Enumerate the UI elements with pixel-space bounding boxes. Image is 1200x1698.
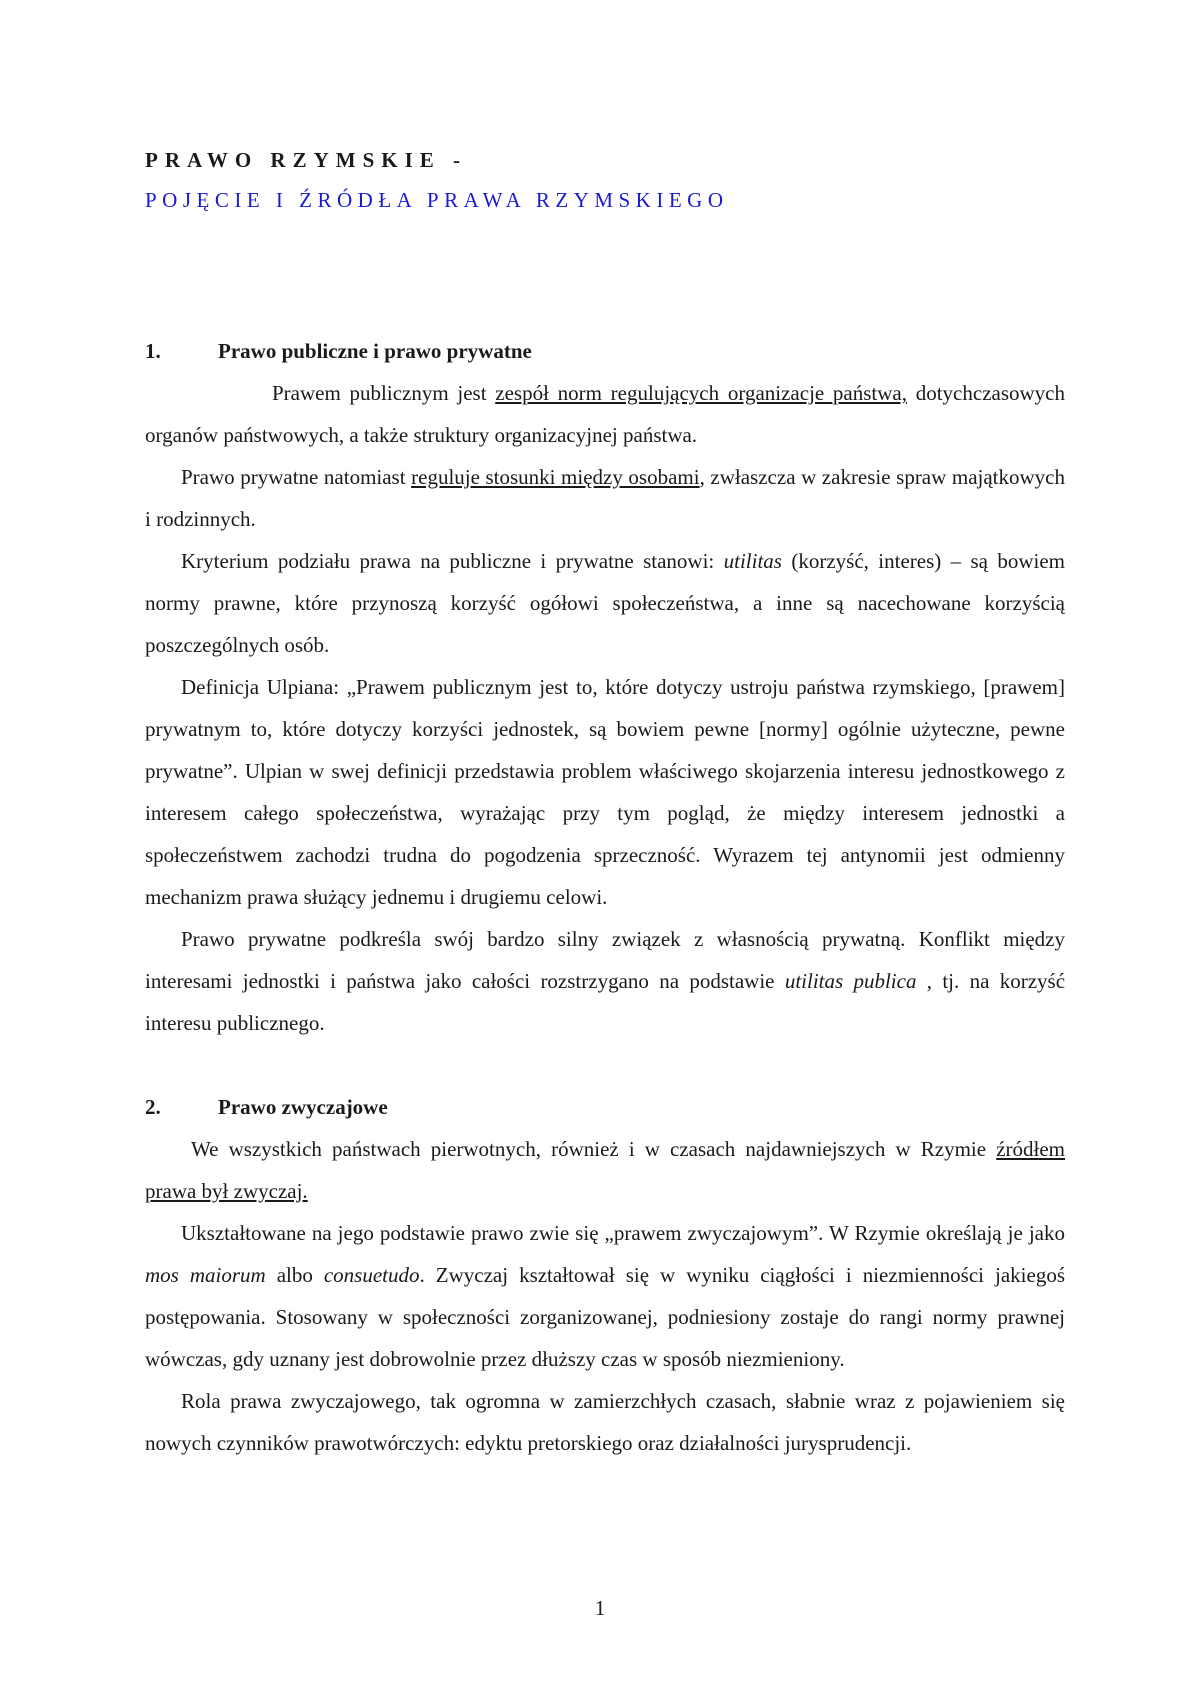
section-2-paragraph-1: We wszystkich państwach pierwotnych, również i w czasach najdawniejszych w Rzymie źródłem prawa był zwyczaj. (145, 1137, 1065, 1203)
italic-term: mos maiorum (145, 1263, 266, 1287)
document-page (145, 140, 1065, 1464)
section-2-paragraph-3: Rola prawa zwyczajowego, tak ogromna w zamierzchłych czasach, słabnie wraz z pojawieniem się nowych czynników prawotwórczych: edyktu pretorskiego oraz działalności jurysprudencji. (145, 1389, 1065, 1455)
document-subtitle: POJĘCIE I ŹRÓDŁA PRAWA RZYMSKIEGO (145, 188, 729, 212)
section-1-paragraph-1: Prawem publicznym jest zespół norm regulujących organizacje państwa, dotychczasowych organów państwowych, a także struktury organizacyjnej państwa. (145, 381, 1065, 447)
section-1-paragraph-3: Kryterium podziału prawa na publiczne i prywatne stanowi: utilitas (korzyść, interes) – są bowiem normy prawne, które przynoszą korzyść ogółowi społeczeństwa, a inne są nacechowane korzyścią poszczególnych osób. (145, 549, 1065, 657)
section-1-paragraph-4: Definicja Ulpiana: „Prawem publicznym jest to, które dotyczy ustroju państwa rzymskiego, [prawem] prywatnym to, które dotyczy korzyści jednostek, są bowiem pewne [normy] ogólnie użyteczne, pewne prywatne”. Ulpian w swej definicji przedstawia problem właściwego skojarzenia interesu jednostkowego z interesem całego społeczeństwa, wyrażając przy tym pogląd, że między interesem jednostki a społeczeństwem zachodzi trudna do pogodzenia sprzeczność. Wyrazem tej antynomii jest odmienny mechanizm prawa służący jednemu i drugiemu celowi. (145, 675, 1065, 909)
page-number: 1 (594, 1596, 606, 1620)
italic-term: utilitas publica (784, 969, 917, 993)
underlined-phrase: zespół norm regulujących organizacje państwa, (495, 381, 907, 405)
section-1-paragraph-5: Prawo prywatne podkreśla swój bardzo silny związek z własnością prywatną. Konflikt między interesami jednostki i państwa jako całości rozstrzygano na podstawie utilitas publica , tj. na korzyść interesu publicznego. (145, 927, 1066, 1035)
italic-term: utilitas (723, 549, 782, 573)
italic-term: consuetudo (323, 1263, 420, 1287)
section-2-number: 2. (145, 1095, 161, 1119)
underlined-phrase: źródłem prawa był zwyczaj. (145, 1137, 1065, 1203)
section-1-paragraph-2: Prawo prywatne natomiast reguluje stosunki między osobami, zwłaszcza w zakresie spraw majątkowych i rodzinnych. (145, 465, 1065, 531)
section-2-paragraph-2: Ukształtowane na jego podstawie prawo zwie się „prawem zwyczajowym”. W Rzymie określają je jako mos maiorum albo consuetudo. Zwyczaj kształtował się w wyniku ciągłości i niezmienności jakiegoś postępowania. Stosowany w społeczności zorganizowanej, podniesiony zostaje do rangi normy prawnej wówczas, gdy uznany jest dobrowolnie przez dłuższy czas w sposób niezmieniony. (145, 1221, 1065, 1371)
underlined-phrase: reguluje stosunki między osobami (411, 465, 700, 489)
section-2-heading (145, 1086, 1065, 1128)
section-1-number: 1. (145, 339, 161, 363)
section-1-title: Prawo publiczne i prawo prywatne (218, 339, 532, 363)
section-2-title: Prawo zwyczajowe (218, 1095, 388, 1119)
section-1-heading (145, 330, 1065, 372)
document-title: PRAWO RZYMSKIE - (145, 148, 468, 172)
